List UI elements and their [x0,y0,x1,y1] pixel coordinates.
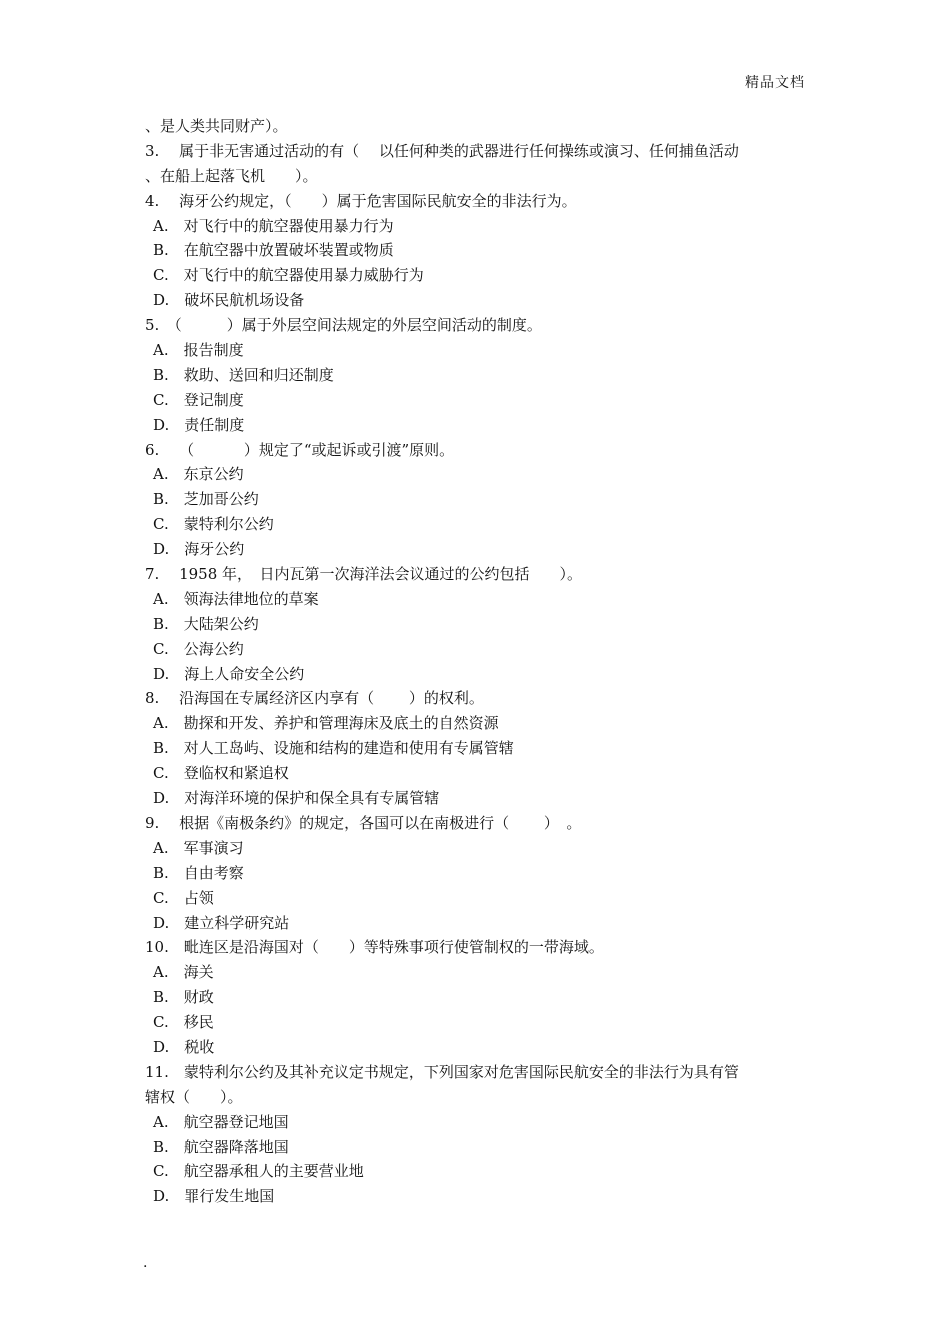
answer-option: B. 在航空器中放置破坏装置或物质 [153,241,394,260]
answer-option: C. 占领 [153,888,214,907]
page-header: 精品文档 [745,75,805,91]
answer-option: D. 建立科学研究站 [153,913,290,932]
answer-option: C. 移民 [153,1013,214,1032]
answer-option: B. 救助、送回和归还制度 [153,365,334,384]
answer-option: A. 报告制度 [153,341,244,360]
text-line: 、在船上起落飞机 ）。 [145,166,318,185]
answer-option: B. 财政 [153,988,214,1007]
text-line: 辖权（ ）。 [145,1087,243,1106]
answer-option: C. 登临权和紧追权 [153,764,289,783]
answer-option: C. 对飞行中的航空器使用暴力威胁行为 [153,266,424,285]
answer-option: A. 对飞行中的航空器使用暴力行为 [153,216,394,235]
answer-option: D. 海上人命安全公约 [153,664,305,683]
answer-option: B. 芝加哥公约 [153,490,259,509]
answer-option: C. 登记制度 [153,390,244,409]
answer-option: B. 航空器降落地国 [153,1137,289,1156]
answer-option: B. 自由考察 [153,863,244,882]
answer-option: A. 军事演习 [153,838,244,857]
question-list [145,114,810,1209]
answer-option: B. 对人工岛屿、设施和结构的建造和使用有专属管辖 [153,739,514,758]
answer-option: C. 蒙特利尔公约 [153,515,274,534]
answer-option: A. 航空器登记地国 [153,1112,289,1131]
question-stem: 7. 1958 年， 日内瓦第一次海洋法会议通过的公约包括 ）。 [145,565,583,584]
question-stem: 5. （ ）属于外层空间法规定的外层空间活动的制度。 [145,316,542,335]
page-footer: . [143,1255,148,1271]
question-stem: 11. 蒙特利尔公约及其补充议定书规定，下列国家对危害国际民航安全的非法行为具有管 [145,1062,739,1081]
answer-option: C. 公海公约 [153,639,244,658]
question-stem: 8. 沿海国在专属经济区内享有（ ）的权利。 [145,689,484,708]
question-stem: 6. （ ）规定了“或起诉或引渡”原则。 [145,440,455,459]
question-stem: 10. 毗连区是沿海国对（ ）等特殊事项行使管制权的一带海域。 [145,938,604,957]
answer-option: D. 责任制度 [153,415,245,434]
answer-option: D. 海牙公约 [153,540,245,559]
answer-option: D. 破坏民航机场设备 [153,291,305,310]
answer-option: D. 对海洋环境的保护和保全具有专属管辖 [153,789,440,808]
answer-option: A. 海关 [153,963,214,982]
answer-option: B. 大陆架公约 [153,614,259,633]
answer-option: A. 勘探和开发、养护和管理海床及底土的自然资源 [153,714,499,733]
text-line: 、是人类共同财产）。 [145,117,288,135]
answer-option: A. 领海法律地位的草案 [153,589,319,608]
question-stem: 9. 根据《南极条约》的规定，各国可以在南极进行（ ） 。 [145,813,582,832]
answer-option: D. 税收 [153,1037,215,1056]
answer-option: C. 航空器承租人的主要营业地 [153,1162,364,1181]
answer-option: D. 罪行发生地国 [153,1187,275,1206]
answer-option: A. 东京公约 [153,465,244,484]
question-stem: 4. 海牙公约规定，（ ）属于危害国际民航安全的非法行为。 [145,191,577,210]
question-stem: 3. 属于非无害通过活动的有（ 以任何种类的武器进行任何操练或演习、任何捕鱼活动 [145,141,739,160]
